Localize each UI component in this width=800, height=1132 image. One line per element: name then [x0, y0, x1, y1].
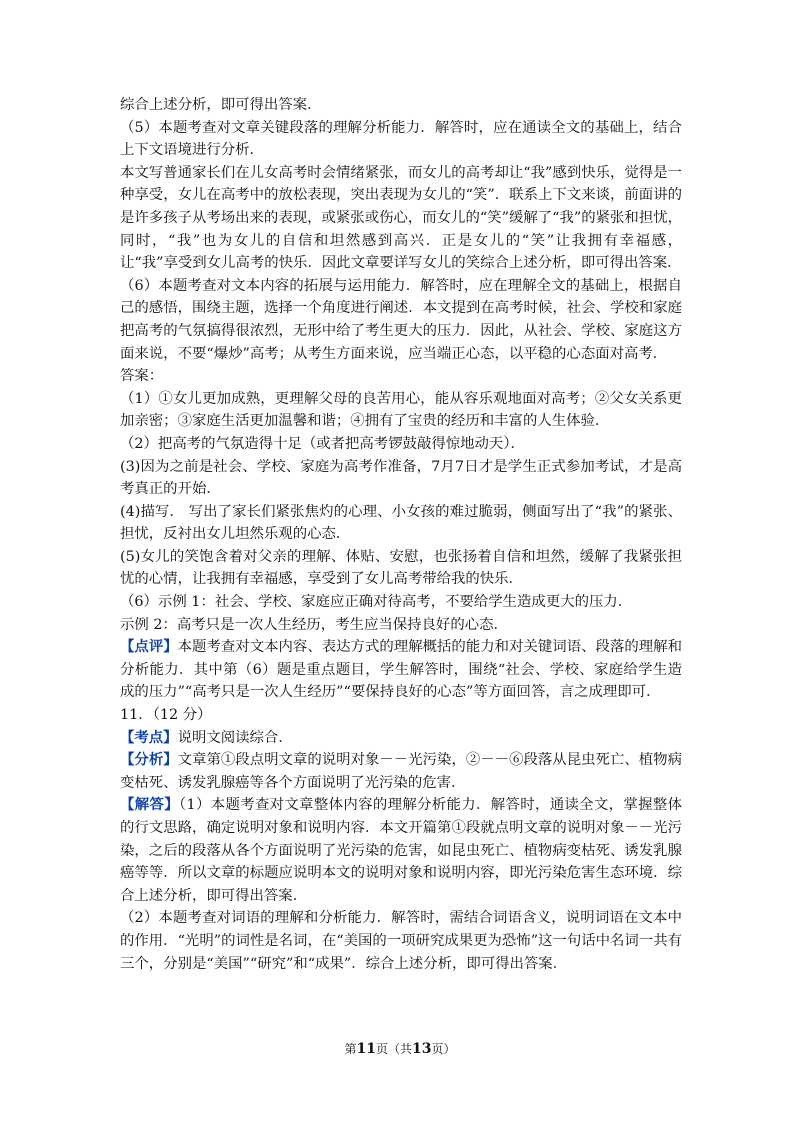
- paragraph: （1）①女儿更加成熟，更理解父母的良苦用心，能从容乐观地面对高考；②父女关系更加亲密；③家庭生活更加温馨和谐；④拥有了宝贵的经历和丰富的人生体验．: [120, 390, 682, 430]
- question-heading: 11．（12 分）: [120, 707, 212, 724]
- answer-paragraph: [120, 794, 682, 907]
- analysis-tag: 【分析】: [120, 751, 178, 769]
- paragraph: （6）示例 1：社会、学校、家庭应正确对待高考，不要给学生造成更大的压力．: [120, 594, 633, 611]
- paragraph: （5）本题考查对文章关键段落的理解分析能力．解答时，应在通读全文的基础上，结合上下文语境进行分析．: [120, 119, 682, 159]
- comment-paragraph: [120, 636, 682, 704]
- paragraph: （2）把高考的气氛造得十足（或者把高考锣鼓敲得惊地动天）．: [120, 435, 525, 452]
- paragraph: （2）本题考查对词语的理解和分析能力．解答时，需结合词语含义，说明词语在文本中的作用．“光明”的词性是名词，在“美国的一项研究成果更为恐怖”这一句话中名词一共有三个，分别是“美国”“研究”和“成果”．综合上述分析，即可得出答案．: [120, 910, 682, 972]
- paragraph: 答案：: [120, 368, 164, 385]
- paragraph: 本文写普通家长们在儿女高考时会情绪紧张，而女儿的高考却让“我”感到快乐，觉得是一种享受，女儿在高考中的放松表现，突出表现为女儿的“笑”．联系上下文来谈，前面讲的是许多孩子从考场出来的表现，或紧张或伤心，而女儿的“笑”缓解了“我”的紧张和担忧，同时，“我”也为女儿的自信和坦然感到高兴．正是女儿的“笑”让我拥有幸福感，让“我”享受到女儿高考的快乐．因此文章要详写女儿的笑综合上述分析，即可得出答案．: [120, 164, 682, 272]
- page-footer: [0, 1040, 800, 1057]
- key-point-tag: 【考点】: [120, 728, 178, 746]
- footer-prefix: 第: [344, 1042, 357, 1056]
- footer-suffix: 页）: [431, 1042, 456, 1056]
- analysis-paragraph: [120, 749, 682, 794]
- paragraph: (3)因为之前是社会、学校、家庭为高考作准备，7月7日才是学生正式参加考试，才是高考真正的开始．: [120, 458, 682, 498]
- total-pages: 13: [412, 1041, 432, 1057]
- footer-middle: 页（共: [375, 1042, 412, 1056]
- paragraph: 综合上述分析，即可得出答案．: [120, 97, 322, 113]
- key-point-text: 说明文阅读综合．: [177, 729, 293, 746]
- analysis-text: 文章第①段点明文章的说明对象－－光污染，②－－⑥段落从昆虫死亡、植物病变枯死、诱发乳腺癌等各个方面说明了光污染的危害．: [120, 752, 682, 791]
- page-content: [120, 94, 682, 975]
- comment-text: 本题考查对文本内容、表达方式的理解概括的能力和对关键词语、段落的理解和分析能力．其中第（6）题是重点题目，学生解答时，围绕“社会、学校、家庭给学生造成的压力”“高考只是一次人生经历”“要保持良好的心态”等方面回答，言之成理即可．: [120, 639, 682, 701]
- paragraph: 示例 2：高考只是一次人生经历，考生应当保持良好的心态．: [120, 616, 508, 633]
- answer-tag: 【解答】: [120, 796, 179, 814]
- paragraph: (5)女儿的笑饱含着对父亲的理解、体贴、安慰，也张扬着自信和坦然，缓解了我紧张担忧的心情，让我拥有幸福感，享受到了女儿高考带给我的快乐．: [120, 548, 682, 588]
- paragraph: （6）本题考查对文本内容的拓展与运用能力．解答时，应在理解全文的基础上，根据自己的感悟，围绕主题，选择一个角度进行阐述．本文提到在高考时候，社会、学校和家庭把高考的气氛搞得很浓烈，无形中给了考生更大的压力．因此，从社会、学校、家庭这方面来说，不要“爆炒”高考；从考生方面来说，应当端正心态，以平稳的心态面对高考．: [120, 277, 682, 362]
- answer-text: （1）本题考查对文章整体内容的理解分析能力．解答时，通读全文，掌握整体的行文思路，确定说明对象和说明内容．本文开篇第①段就点明文章的说明对象－－光污染，之后的段落从各个方面说明了光污染的危害，如昆虫死亡、植物病变枯死、诱发乳腺癌等等．所以文章的标题应说明本文的说明对象和说明内容，即光污染危害生态环境．综合上述分析，即可得出答案．: [120, 797, 682, 904]
- paragraph: (4)描写． 写出了家长们紧张焦灼的心理、小女孩的难过脆弱，侧面写出了“我”的紧张、担忧，反衬出女儿坦然乐观的心态．: [120, 503, 682, 543]
- comment-tag: 【点评】: [120, 638, 178, 656]
- page-number: 11: [356, 1041, 376, 1057]
- key-point-paragraph: [120, 727, 682, 750]
